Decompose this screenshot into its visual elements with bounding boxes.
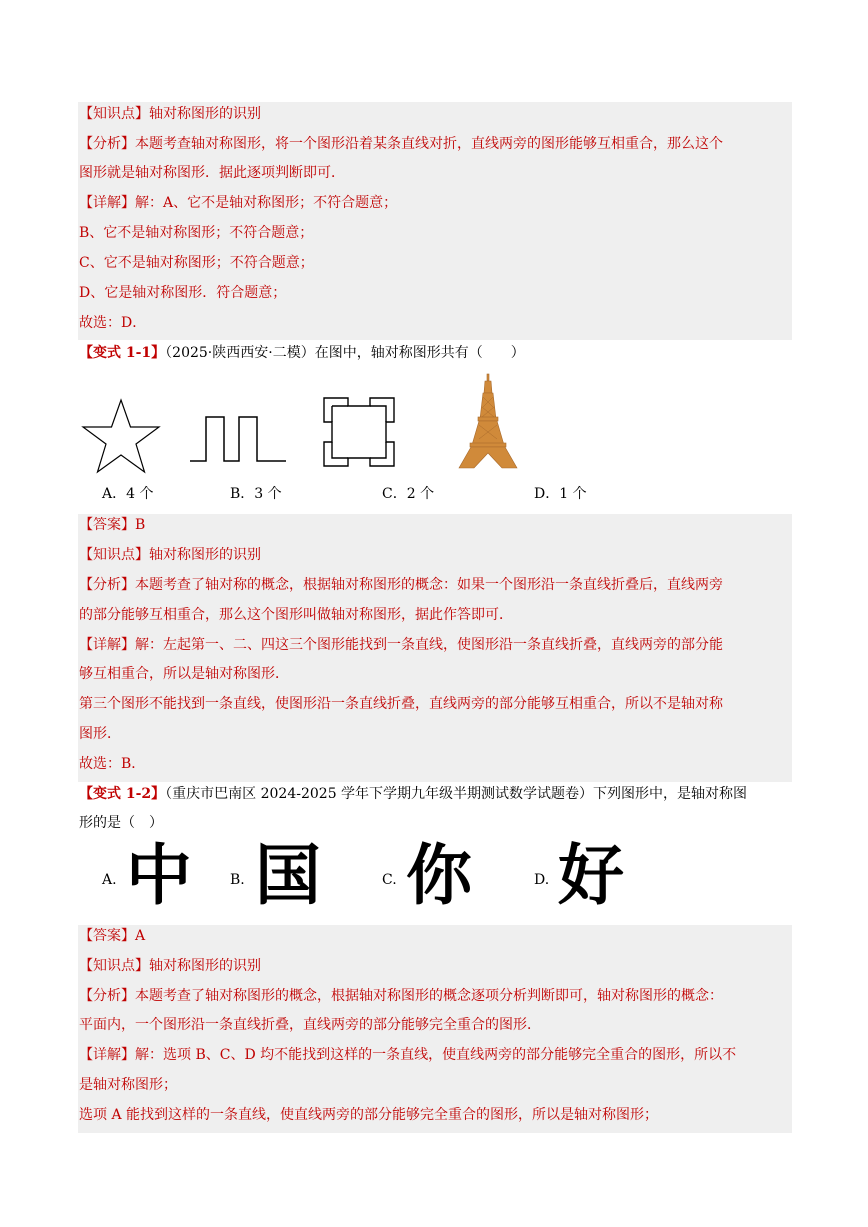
detail-line-3: 选项 A 能找到这样的一条直线，使直线两旁的部分能够完全重合的图形，所以是轴对称图形； (79, 1107, 659, 1123)
answer-line: 【答案】B (79, 517, 146, 533)
option-c-character: 你 (406, 837, 472, 914)
option-d-character: 好 (558, 837, 624, 914)
analysis-line: 【分析】本题考查了轴对称图形的概念，根据轴对称图形的概念逐项分析判断即可，轴对称图形的概念： (79, 988, 723, 1004)
question-variant-1-2: 【变式 1-2】（重庆市巴南区 2024-2025 学年下学期九年级半期测试数学试题卷）下列图形中，是轴对称图 (79, 786, 748, 802)
knowledge-line: 【知识点】轴对称图形的识别 (79, 547, 261, 563)
option-a-label[interactable]: A. (102, 872, 117, 888)
analysis-line-2: 图形就是轴对称图形．据此逐项判断即可． (79, 165, 345, 181)
question-variant-1-1: 【变式 1-1】（2025·陕西西安·二模）在图中，轴对称图形共有（ ） (79, 345, 525, 361)
option-b-character: 国 (255, 837, 321, 914)
option-a[interactable]: A．4 个 (102, 486, 154, 502)
detail-line-d: D、它是轴对称图形．符合题意； (79, 285, 287, 301)
option-a-character: 中 (126, 837, 192, 914)
detail-line-4: 图形． (79, 726, 121, 742)
option-b[interactable]: B．3 个 (230, 486, 282, 502)
eiffel-tower-figure (458, 373, 518, 469)
option-d-label[interactable]: D. (534, 872, 550, 888)
option-d[interactable]: D．1 个 (534, 486, 587, 502)
square-wave-figure (189, 414, 287, 464)
star-figure (80, 398, 162, 474)
knowledge-line: 【知识点】轴对称图形的识别 (79, 106, 261, 122)
option-c-label[interactable]: C. (382, 872, 397, 888)
option-c[interactable]: C．2 个 (382, 486, 435, 502)
detail-line-c: C、它不是轴对称图形；不符合题意； (79, 255, 314, 271)
detail-line-2: 够互相重合，所以是轴对称图形． (79, 666, 289, 682)
answer-line: 【答案】A (79, 928, 146, 944)
analysis-line-2: 的部分能够互相重合，那么这个图形叫做轴对称图形，据此作答即可． (79, 607, 513, 623)
detail-line: 【详解】解：A、它不是轴对称图形；不符合题意； (79, 195, 398, 211)
knowledge-line: 【知识点】轴对称图形的识别 (79, 958, 261, 974)
detail-line: 【详解】解：左起第一、二、四这三个图形能找到一条直线，使图形沿一条直线折叠，直线两旁的部分能 (79, 637, 723, 653)
detail-line: 【详解】解：选项 B、C、D 均不能找到这样的一条直线，使直线两旁的部分能够完全重合的图形，所以不 (79, 1047, 737, 1063)
analysis-line: 【分析】本题考查轴对称图形，将一个图形沿着某条直线对折，直线两旁的图形能够互相重合，那么这个 (79, 136, 723, 152)
analysis-line: 【分析】本题考查了轴对称的概念，根据轴对称图形的概念：如果一个图形沿一条直线折叠后，直线两旁 (79, 577, 723, 593)
conclusion-line: 故选：B． (79, 756, 146, 772)
conclusion-line: 故选：D． (79, 315, 147, 331)
option-b-label[interactable]: B. (230, 872, 245, 888)
detail-line-2: 是轴对称图形； (79, 1077, 177, 1093)
analysis-line-2: 平面内，一个图形沿一条直线折叠，直线两旁的部分能够完全重合的图形． (79, 1017, 541, 1033)
detail-line-3: 第三个图形不能找到一条直线，使图形沿一条直线折叠，直线两旁的部分能够互相重合，所以不是轴对称 (79, 696, 723, 712)
detail-line-b: B、它不是轴对称图形；不符合题意； (79, 225, 314, 241)
notched-square-figure (322, 396, 396, 468)
question-variant-1-2-line-2: 形的是（ ） (79, 815, 163, 831)
